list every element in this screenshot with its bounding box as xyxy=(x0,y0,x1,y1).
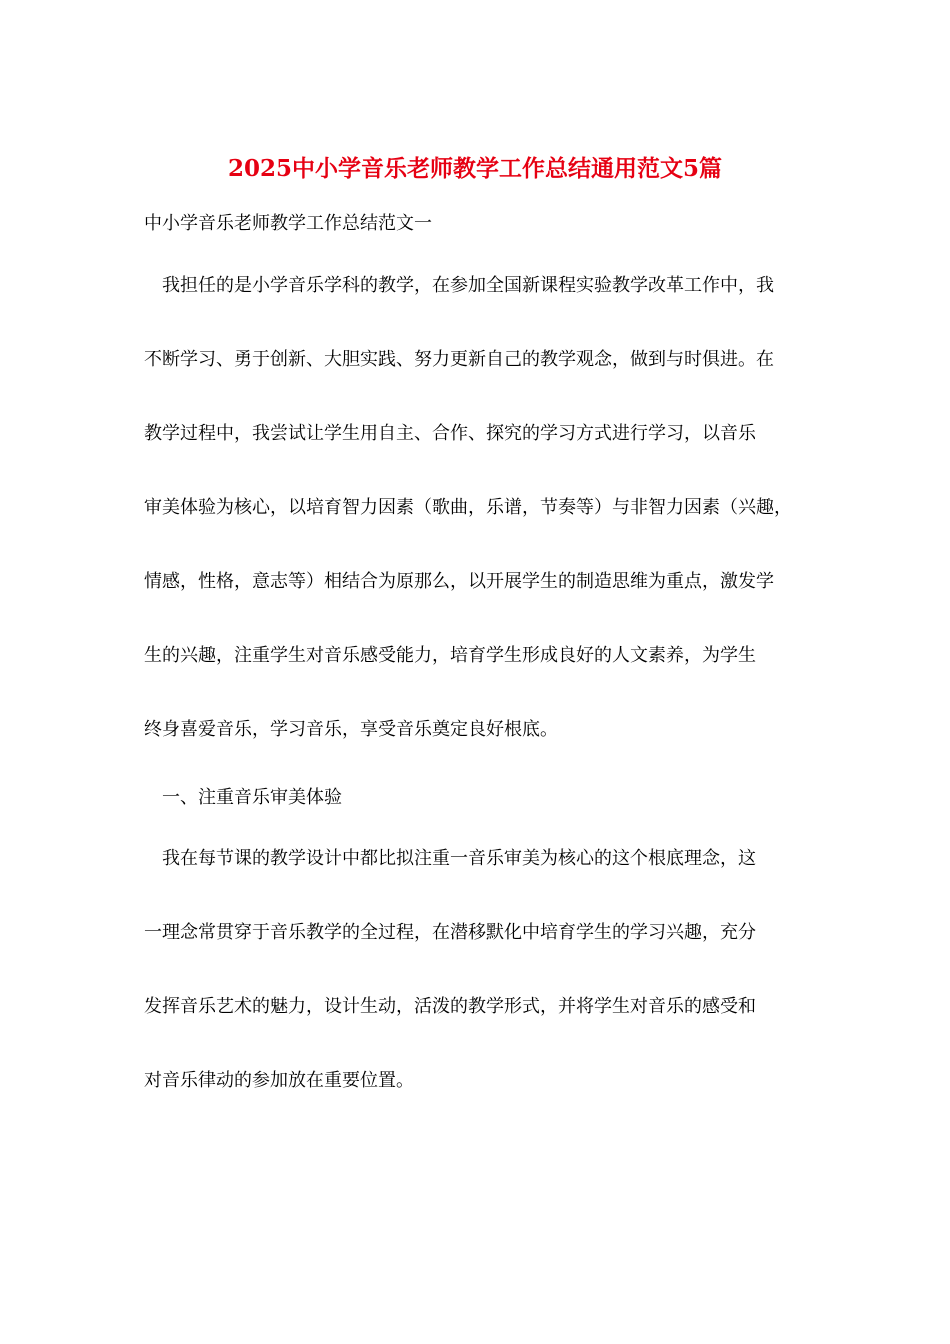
paragraph-line: 一理念常贯穿于音乐教学的全过程，在潜移默化中培育学生的学习兴趣，充分 xyxy=(144,922,756,943)
paragraph-line: 终身喜爱音乐，学习音乐，享受音乐奠定良好根底。 xyxy=(144,719,558,740)
paragraph-line: 教学过程中，我尝试让学生用自主、合作、探究的学习方式进行学习，以音乐 xyxy=(144,423,756,444)
paragraph-line: 我在每节课的教学设计中都比拟注重一音乐审美为核心的这个根底理念，这 xyxy=(162,848,756,869)
paragraph-line: 我担任的是小学音乐学科的教学，在参加全国新课程实验教学改革工作中，我 xyxy=(162,275,774,296)
paragraph-line: 发挥音乐艺术的魅力，设计生动，活泼的教学形式，并将学生对音乐的感受和 xyxy=(144,996,756,1017)
paragraph-2 xyxy=(144,846,824,1094)
document-subtitle: 中小学音乐老师教学工作总结范文一 xyxy=(144,213,432,234)
section-heading: 一、注重音乐审美体验 xyxy=(162,787,342,808)
paragraph-line: 生的兴趣，注重学生对音乐感受能力，培育学生形成良好的人文素养，为学生 xyxy=(144,645,756,666)
paragraph-line: 审美体验为核心，以培育智力因素（歌曲，乐谱，节奏等）与非智力因素（兴趣， xyxy=(144,497,792,518)
paragraph-1 xyxy=(144,273,824,743)
paragraph-line: 对音乐律动的参加放在重要位置。 xyxy=(144,1070,414,1091)
document-title: 2025中小学音乐老师教学工作总结通用范文5篇 xyxy=(227,155,723,182)
paragraph-line: 不断学习、勇于创新、大胆实践、努力更新自己的教学观念，做到与时俱进。在 xyxy=(144,349,774,370)
paragraph-line: 情感，性格，意志等）相结合为原那么，以开展学生的制造思维为重点，激发学 xyxy=(144,571,774,592)
